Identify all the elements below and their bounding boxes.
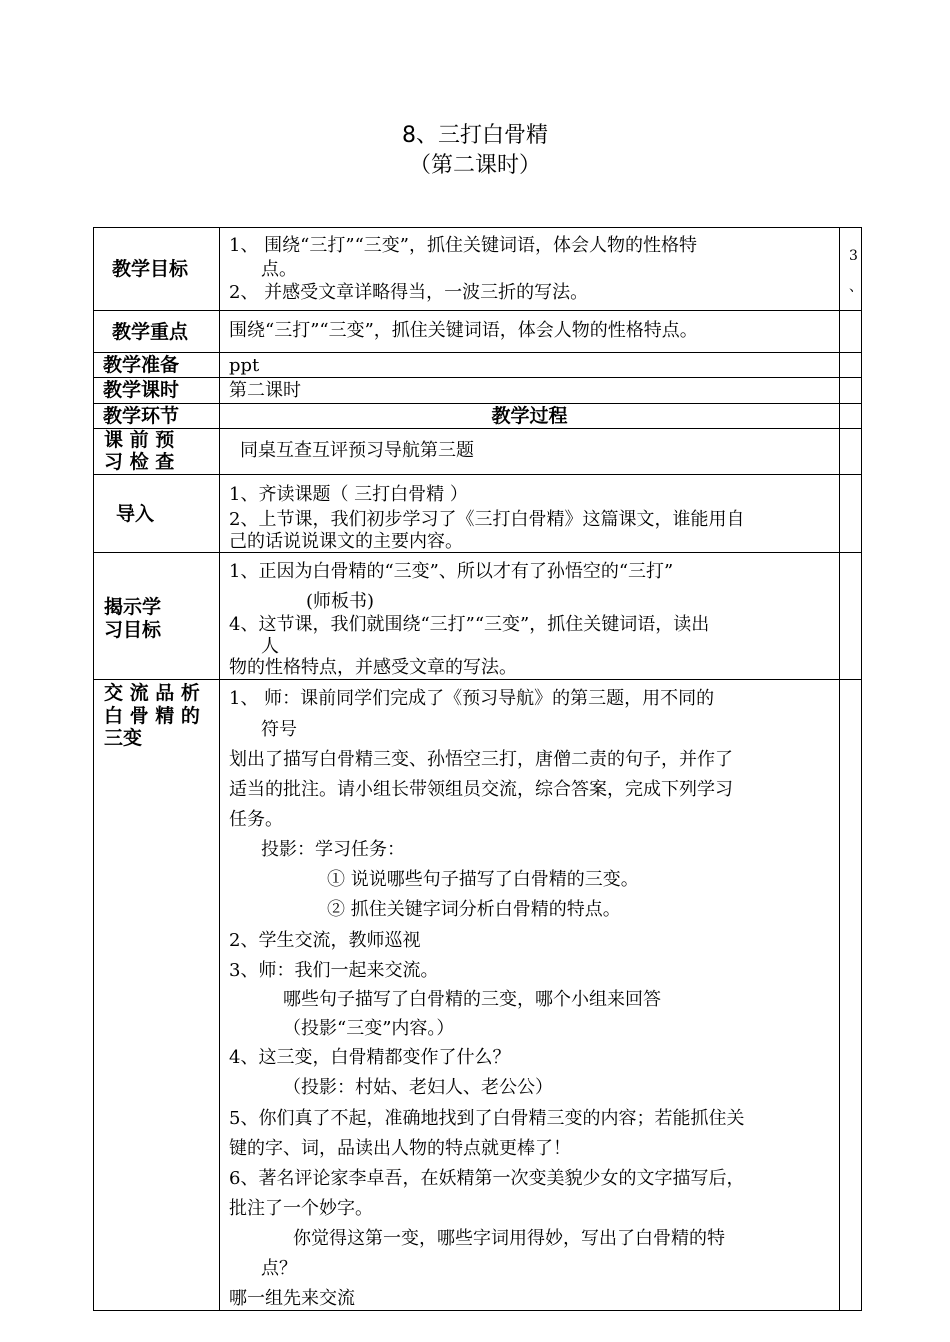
reveal-line: 物的性格特点，并感受文章的写法。 (229, 657, 517, 678)
row-divider (93, 552, 862, 553)
exchange-line: 任务。 (229, 809, 283, 830)
exchange-line: （投影：村姑、老妇人、老公公） (283, 1077, 553, 1098)
reveal-line: (师板书) (306, 591, 375, 612)
goal-line: 1、 围绕“三打”“三变”，抓住关键词语，体会人物的性格特 (229, 235, 697, 256)
intro-line: 1、齐读课题（ 三打白骨精 ） (229, 484, 468, 505)
goal-line: 2、 并感受文章详略得当，一波三折的写法。 (229, 282, 589, 303)
table-border-bottom (93, 1310, 862, 1311)
exchange-line: （投影“三变”内容。） (283, 1018, 455, 1039)
intro-line: 2、上节课，我们初步学习了《三打白骨精》这篇课文，谁能用自 (229, 509, 745, 530)
goal-line: 点。 (261, 259, 297, 280)
exchange-line: 划出了描写白骨精三变、孙悟空三打，唐僧二责的句子，并作了 (229, 749, 733, 770)
label-exchange-line1: 交 流 品 析 (104, 682, 200, 704)
table-border-right (861, 227, 862, 1311)
reveal-line: 1、正因为白骨精的“三变”、所以才有了孙悟空的“三打” (229, 561, 674, 582)
document-title: 8、三打白骨精 (402, 123, 548, 148)
side-mark-punct: 、 (849, 279, 863, 295)
row-divider (93, 679, 862, 680)
column-divider (219, 227, 220, 1311)
exchange-line: 批注了一个妙字。 (229, 1198, 373, 1219)
label-preview-line1: 课 前 预 (104, 429, 175, 451)
table-border-top (93, 227, 862, 228)
process-header: 教学过程 (491, 405, 568, 427)
label-teaching-hours: 教学课时 (103, 379, 180, 401)
focus-text: 围绕“三打”“三变”，抓住关键词语，体会人物的性格特点。 (229, 320, 698, 341)
exchange-line: 投影：学习任务： (261, 839, 405, 860)
label-reveal-line2: 习目标 (104, 619, 162, 641)
hours-text: 第二课时 (229, 380, 301, 401)
row-divider (93, 428, 862, 429)
label-teaching-focus: 教学重点 (112, 321, 189, 343)
exchange-line: 哪一组先来交流 (229, 1288, 355, 1309)
table-border-left (93, 227, 94, 1311)
exchange-line: 键的字、词，品读出人物的特点就更棒了！ (229, 1138, 571, 1159)
exchange-line: 你觉得这第一变，哪些字词用得妙，写出了白骨精的特 (293, 1228, 725, 1249)
column-divider (839, 227, 840, 1311)
row-divider (93, 352, 862, 353)
side-mark-number: 3 (849, 248, 858, 264)
exchange-line: 符号 (261, 719, 297, 740)
label-exchange-line3: 三变 (104, 727, 143, 749)
exchange-line: 5、你们真了不起，准确地找到了白骨精三变的内容；若能抓住关 (229, 1108, 745, 1129)
label-reveal-line1: 揭示学 (104, 596, 162, 618)
label-teaching-goals: 教学目标 (112, 258, 189, 280)
exchange-line: 哪些句子描写了白骨精的三变，哪个小组来回答 (283, 989, 661, 1010)
reveal-line: 人 (261, 636, 279, 657)
exchange-line: 2、学生交流，教师巡视 (229, 930, 421, 951)
label-exchange-line2: 白 骨 精 的 (104, 705, 200, 727)
exchange-line: 6、著名评论家李卓吾，在妖精第一次变美貌少女的文字描写后， (229, 1168, 745, 1189)
exchange-line: 适当的批注。请小组长带领组员交流，综合答案，完成下列学习 (229, 779, 733, 800)
label-teaching-prep: 教学准备 (103, 354, 180, 376)
label-intro: 导入 (116, 503, 155, 525)
row-divider (93, 310, 862, 311)
exchange-line: 3、师：我们一起来交流。 (229, 960, 439, 981)
exchange-line: 4、这三变，白骨精都变作了什么？ (229, 1047, 511, 1068)
exchange-line: 1、 师：课前同学们完成了《预习导航》的第三题，用不同的 (229, 688, 715, 709)
exchange-line: ② 抓住关键字词分析白骨精的特点。 (327, 899, 621, 920)
label-teaching-section: 教学环节 (103, 405, 180, 427)
label-preview-line2: 习 检 查 (104, 451, 175, 473)
intro-line: 己的话说说课文的主要内容。 (229, 531, 463, 552)
exchange-line: 点？ (261, 1258, 297, 1279)
preview-text: 同桌互查互评预习导航第三题 (240, 440, 474, 461)
row-divider (93, 377, 862, 378)
exchange-line: ① 说说哪些句子描写了白骨精的三变。 (327, 869, 639, 890)
row-divider (93, 474, 862, 475)
document-subtitle: （第二课时） (408, 153, 541, 178)
row-divider (93, 403, 862, 404)
prep-text: ppt (229, 355, 260, 376)
reveal-line: 4、这节课，我们就围绕“三打”“三变”，抓住关键词语，读出 (229, 614, 710, 635)
